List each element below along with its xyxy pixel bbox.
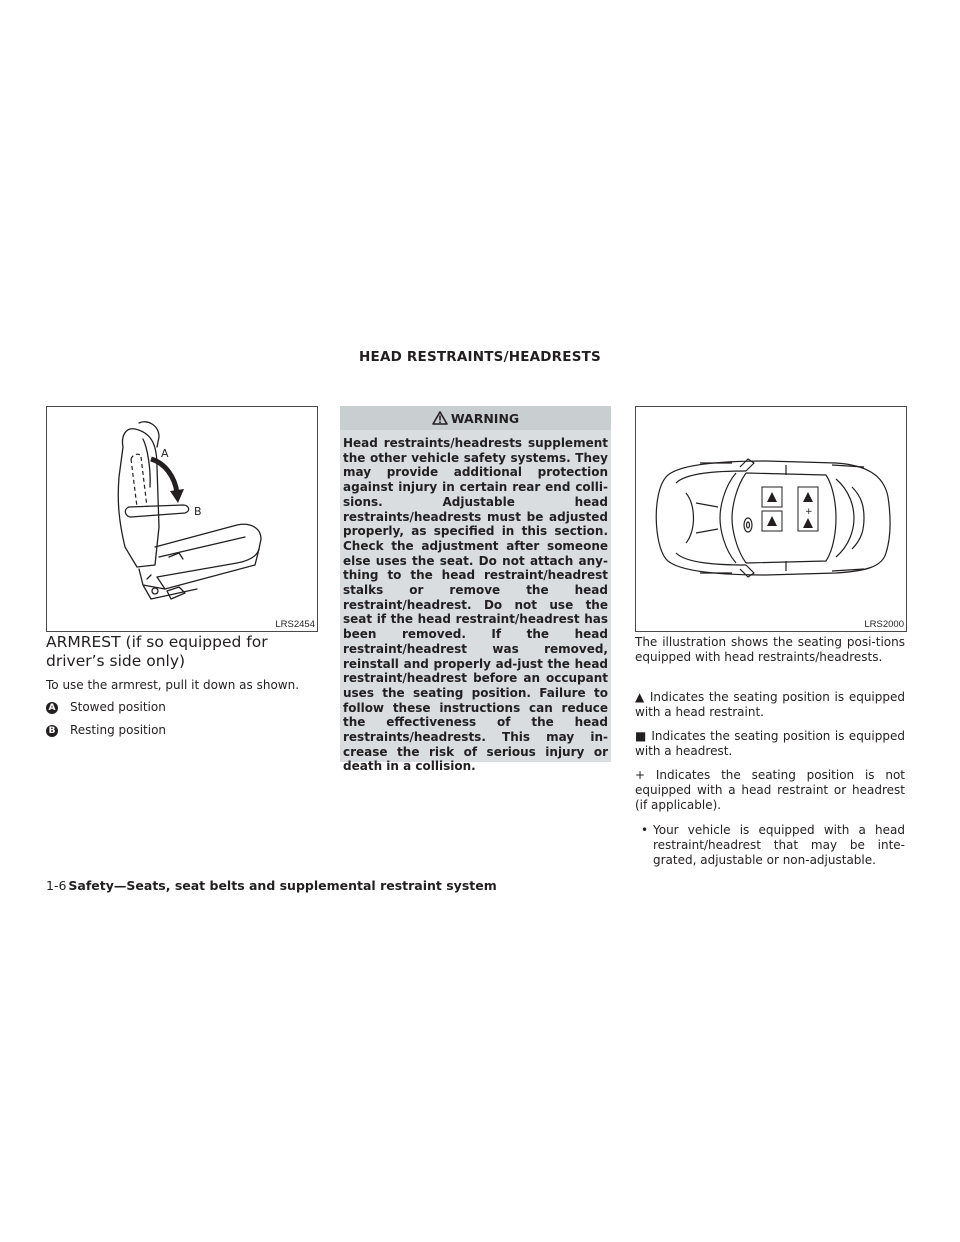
armrest-intro: To use the armrest, pull it down as shown.	[46, 678, 300, 692]
chapter-title: Safety—Seats, seat belts and supplemental restraint system	[68, 878, 497, 893]
bullet-text: Your vehicle is equipped with a head restraint/headrest that may be inte-grated, adjustable or non-adjustable.	[653, 823, 905, 867]
warning-title: WARNING	[450, 410, 520, 426]
seating-figure	[635, 406, 907, 632]
plus-icon: +	[635, 768, 646, 782]
plus-legend	[635, 768, 905, 813]
page-footer	[46, 878, 497, 893]
callout-b-text: Resting position	[70, 723, 167, 737]
armrest-heading: ARMREST (if so equipped for driver’s side only)	[46, 633, 268, 670]
warning-header	[340, 406, 611, 430]
triangle-legend	[635, 690, 905, 720]
callout-b-marker: B	[46, 725, 58, 737]
square-legend-text: Indicates the seating position is equipped with a headrest.	[635, 729, 905, 758]
triangle-icon: ▲	[635, 690, 646, 704]
callout-b	[46, 723, 166, 738]
car-top-view-illustration	[636, 407, 906, 631]
square-icon: ■	[635, 729, 647, 743]
seat-markers	[762, 487, 818, 531]
section-title: HEAD RESTRAINTS/HEADRESTS	[359, 349, 601, 365]
warning-triangle-icon	[432, 411, 448, 425]
callout-a-marker: A	[46, 702, 58, 714]
list-item	[641, 823, 905, 868]
triangle-legend-text: Indicates the seating position is equipped with a head restraint.	[635, 690, 905, 719]
warning-text: Head restraints/headrests supplement the other vehicle safety systems. They may provide additional protection against injury in certain rear end colli-sions. Adjustable head restraints/headrests must be adjusted properly, as specified in this section. Check the adjustment after someone else uses the seat. Do not attach any-thing to the head restraint/headrest stalks or remove the head restraint/headrest. Do not use the seat if the head restraint/headrest has been removed. If the head restraint/headrest was removed, reinstall and properly ad-just the head restraint/headrest before an occupant uses the seating position. Failure to follow these instructions can reduce the effectiveness of the head restraints/headrests. This may in-crease the risk of serious injury or death in a collision.	[343, 436, 608, 774]
page-number: 1-6	[46, 878, 67, 893]
label-b: B	[194, 505, 202, 518]
plus-legend-text: Indicates the seating position is not equipped with a head restraint or headrest (if applicable).	[635, 768, 905, 812]
warning-box	[340, 406, 611, 774]
seating-intro: The illustration shows the seating posi-tions equipped with head restraints/headrests.	[635, 635, 905, 664]
center-seat-plus: +	[805, 507, 813, 517]
bullet-dot-icon: •	[641, 823, 649, 837]
seat-armrest-illustration	[47, 407, 317, 631]
callout-a	[46, 700, 166, 715]
figure-code-right: LRS2000	[864, 619, 904, 630]
label-a: A	[161, 447, 169, 460]
figure-code-left: LRS2454	[275, 619, 315, 630]
callout-a-text: Stowed position	[70, 700, 166, 714]
armrest-figure	[46, 406, 318, 632]
square-legend	[635, 729, 905, 759]
